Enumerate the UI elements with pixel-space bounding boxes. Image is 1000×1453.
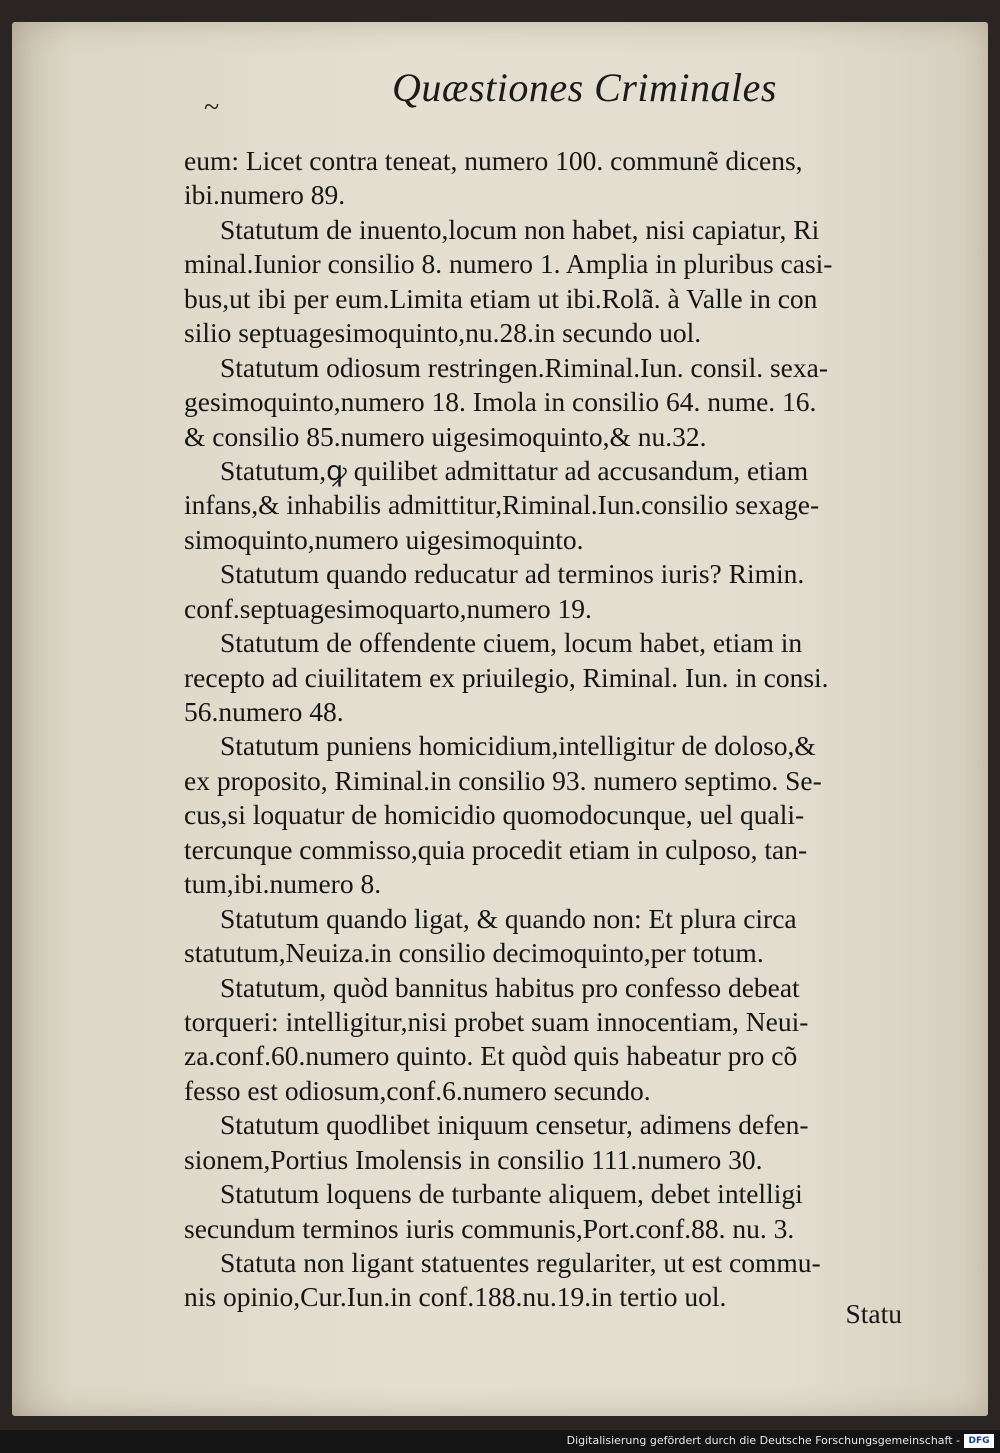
text-line: & consilio 85.numero uigesimoquinto,& nu.32. — [184, 420, 707, 452]
page-mark: ~ — [204, 92, 220, 123]
text-line: statutum,Neuiza.in consilio decimoquinto,per totum. — [184, 937, 764, 969]
text-line: nis opinio,Cur.Iun.in conf.188.nu.19.in tertio uol. — [184, 1281, 727, 1313]
book-page — [12, 22, 988, 1416]
text-line: eum: Licet contra teneat, numero 100. communẽ dicens, — [184, 145, 803, 176]
text-line: Statutum de offendente ciuem, locum habet, etiam in — [220, 627, 803, 659]
text-line: ex proposito, Riminal.in consilio 93. numero septimo. Se- — [184, 764, 822, 796]
footer-bar — [0, 1430, 1000, 1453]
text-line: Statutum, quòd bannitus habitus pro confesso debeat — [220, 971, 800, 1003]
text-line: bus,ut ibi per eum.Limita etiam ut ibi.Rolã. à Valle in con — [184, 282, 818, 314]
text-line: silio septuagesimoquinto,nu.28.in secundo uol. — [184, 317, 702, 349]
text-line: gesimoquinto,numero 18. Imola in consilio 64. nume. 16. — [184, 386, 817, 418]
text-line: Statutum,ꝙ quilibet admittatur ad accusandum, etiam — [220, 454, 809, 486]
footer-credit: Digitalisierung gefördert durch die Deutsche Forschungsgemeinschaft - — [566, 1434, 960, 1447]
text-line: Statutum quando ligat, & quando non: Et plura circa — [220, 902, 797, 934]
text-line: sionem,Portius Imolensis in consilio 111.numero 30. — [184, 1143, 763, 1175]
text-line: Statutum de inuento,locum non habet, nisi capiatur, Ri — [220, 213, 820, 245]
text-line: Statutum puniens homicidium,intelligitur de doloso,& — [220, 730, 816, 762]
text-line: Statutum loquens de turbante aliquem, debet intelligi — [220, 1178, 803, 1210]
text-line: za.conf.60.numero quinto. Et quòd quis habeatur pro cõ — [184, 1040, 798, 1072]
dfg-logo: DFG — [964, 1434, 994, 1448]
catchword: Statu — [845, 1298, 902, 1329]
text-line: tercunque commisso,quia procedit etiam in culposo, tan- — [184, 833, 808, 865]
body-text — [184, 144, 944, 1315]
text-line: conf.septuagesimoquarto,numero 19. — [184, 592, 592, 624]
text-line: Statutum quando reducatur ad terminos iuris? Rimin. — [220, 558, 805, 590]
page-header — [192, 62, 952, 132]
text-line: infans,& inhabilis admittitur,Riminal.Iun.consilio sexage- — [184, 489, 820, 521]
text-line: recepto ad ciuilitatem ex priuilegio, Riminal. Iun. in consi. — [184, 661, 829, 693]
text-line: tum,ibi.numero 8. — [184, 868, 382, 900]
text-line: cus,si loquatur de homicidio quomodocunque, uel quali- — [184, 799, 805, 831]
running-title: Quæstiones Criminales — [392, 65, 777, 110]
text-line: torqueri: intelligitur,nisi probet suam innocentiam, Neui- — [184, 1005, 809, 1037]
text-line: Statutum quodlibet iniquum censetur, adimens defen- — [220, 1109, 809, 1141]
text-line: simoquinto,numero uigesimoquinto. — [184, 523, 584, 555]
text-line: ibi.numero 89. — [184, 179, 346, 211]
text-line: minal.Iunior consilio 8. numero 1. Amplia in pluribus casi- — [184, 248, 833, 280]
text-line: 56.numero 48. — [184, 696, 344, 727]
text-line: secundum terminos iuris communis,Port.conf.88. nu. 3. — [184, 1212, 795, 1244]
text-line: Statuta non ligant statuentes regulariter, ut est commu- — [220, 1247, 821, 1278]
text-line: fesso est odiosum,conf.6.numero secundo. — [184, 1074, 651, 1106]
text-line: Statutum odiosum restringen.Riminal.Iun. consil. sexa- — [220, 351, 828, 383]
